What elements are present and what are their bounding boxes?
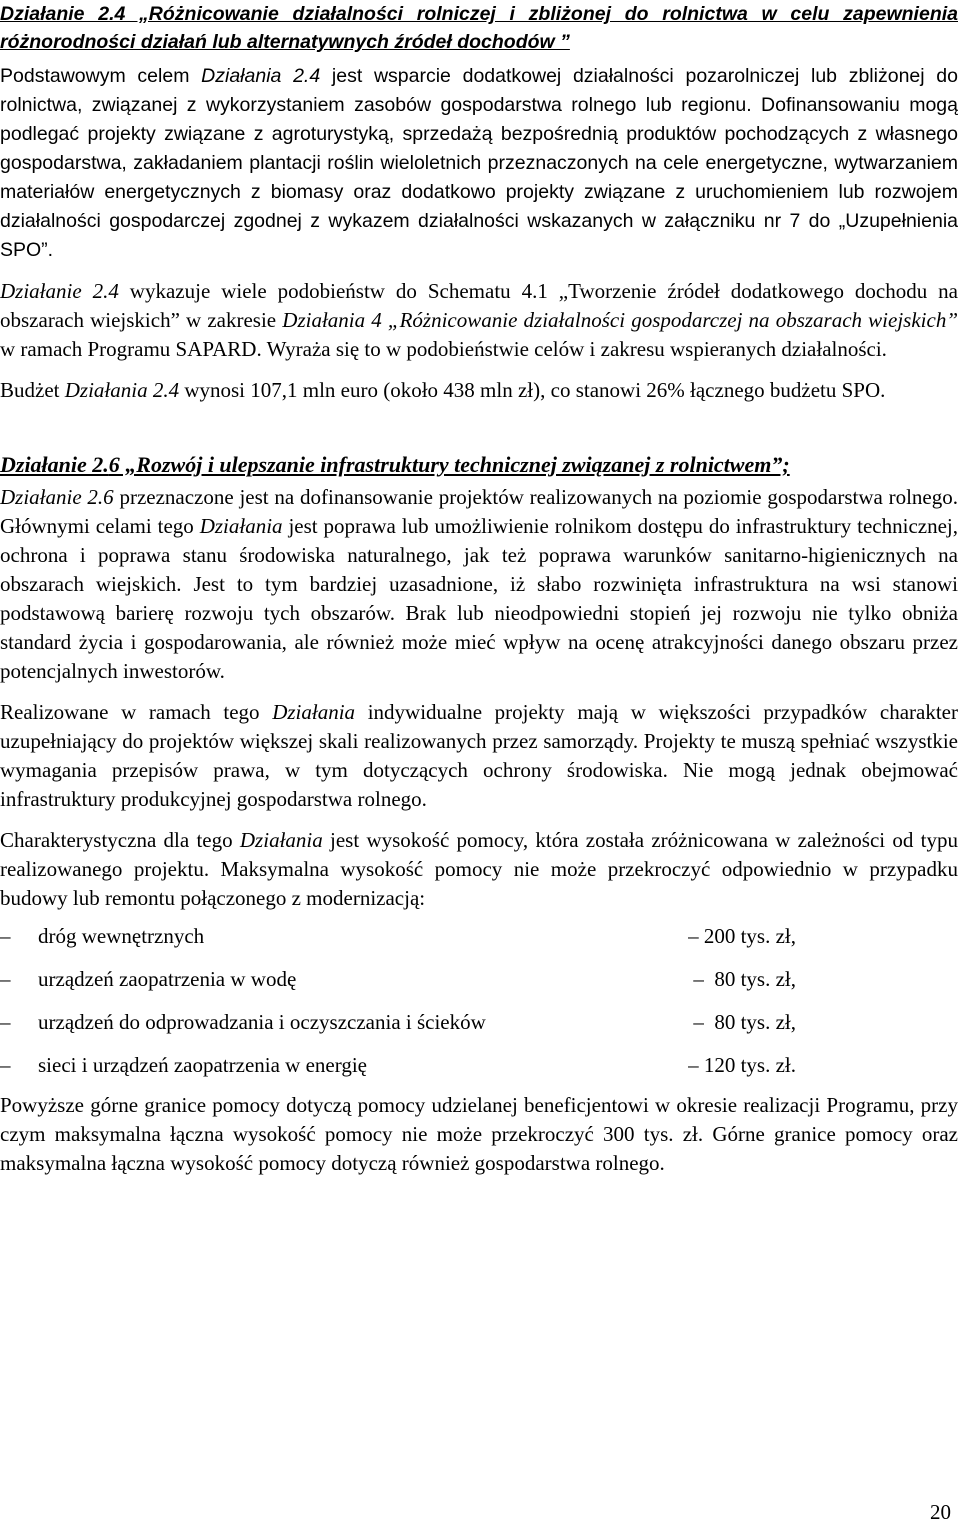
- section-2-4-paragraph-1: Podstawowym celem Działania 2.4 jest wsparcie dodatkowej działalności pozarolniczej lub zbliżonej do rolnictwa, związanej z wykorzystaniem zasobów gospodarstwa rolnego lub regionu. Dofinansowaniu mogą podlegać projekty związane z agroturystyką, sprzedażą bezpośrednią produktów pochodzących z własnego gospodarstwa, zakładaniem plantacji roślin wieloletnich przeznaczonych na cele energetyczne, wytwarzaniem materiałów energetycznych z biomasy oraz dodatkowo projekty związane z uruchomieniem lub rozwojem działalności gospodarczej zgodnej z wykazem działalności wskazanych w załączniku nr 7 do „Uzupełnienia SPO”.: [0, 65, 958, 261]
- section-2-4-paragraph-2: Działanie 2.4 wykazuje wiele podobieństw do Schematu 4.1 „Tworzenie źródeł dodatkowego dochodu na obszarach wiejskich” w zakresie Działania 4 „Różnicowanie działalności gospodarczej na obszarach wiejskich” w ramach Programu SAPARD. Wyraża się to w podobieństwie celów i zakresu wspieranych działalności.: [0, 279, 959, 361]
- section-2-6-paragraph-1: Działanie 2.6 przeznaczone jest na dofinansowanie projektów realizowanych na poziomie gospodarstwa rolnego. Głównymi celami tego Działania jest poprawa lub umożliwienie rolnikom dostępu do infrastruktury technicznej, ochrona i poprawa stanu środowiska naturalnego, jak też poprawa warunków sanitarno-higienicznych na obszarach wiejskich. Jest to tym bardziej uzasadnione, iż słabo rozwinięta infrastruktura na wsi stanowi podstawową barierę rozwoju tych obszarów. Brak lub nieodpowiedni stopień jej rozwoju nie tylko obniża standard życia i gospodarowania, ale również może mieć wpływ na ocenę atrakcyjności danego obszaru przez potencjalnych inwestorów.: [0, 485, 958, 683]
- section-2-6-paragraph-2: Realizowane w ramach tego Działania indywidualne projekty mają w większości przypadków charakter uzupełniający do projektów większej skali realizowanych przez samorządy. Projekty te muszą spełniać wszystkie wymagania przepisów prawa, w tym dotyczących ochrony środowiska. Nie mogą jednak obejmować infrastruktury produkcyjnej gospodarstwa rolnego.: [0, 700, 958, 811]
- list-item: – urządzeń do odprowadzania i oczyszczania i ścieków – 80 tys. zł,: [0, 1010, 796, 1034]
- page-number: 20: [930, 1500, 951, 1524]
- list-item: – urządzeń zaopatrzenia w wodę – 80 tys. zł,: [0, 967, 796, 991]
- section-2-6-paragraph-3: Charakterystyczna dla tego Działania jest wysokość pomocy, która została zróżnicowana w zależności od typu realizowanego projektu. Maksymalna wysokość pomocy nie może przekroczyć odpowiednio w przypadku budowy lub remontu połączonego z modernizacją:: [0, 828, 958, 910]
- aid-limits-list: [0, 915, 958, 1087]
- section-2-4-budget-paragraph: Budżet Działania 2.4 wynosi 107,1 mln euro (około 438 mln zł), co stanowi 26% łącznego budżetu SPO.: [0, 378, 886, 402]
- section-2-6-paragraph-4: Powyższe górne granice pomocy dotyczą pomocy udzielanej beneficjentowi w okresie realizacji Programu, przy czym maksymalna łączna wysokość pomocy nie może przekroczyć 300 tys. zł. Górne granice pomocy oraz maksymalna łączna wysokość pomocy dotyczą również gospodarstwa rolnego.: [0, 1093, 958, 1175]
- list-item: – dróg wewnętrznych – 200 tys. zł,: [0, 924, 796, 948]
- section-2-4-heading: Działanie 2.4 „Różnicowanie działalności rolniczej i zbliżonej do rolnictwa w celu zapewnienia różnorodności działań lub alternatywnych źródeł dochodów ”: [0, 3, 958, 53]
- list-item: – sieci i urządzeń zaopatrzenia w energię – 120 tys. zł.: [0, 1053, 796, 1077]
- section-2-6-heading: Działanie 2.6 „Rozwój i ulepszanie infrastruktury technicznej związanej z rolnictwem”;: [0, 452, 790, 477]
